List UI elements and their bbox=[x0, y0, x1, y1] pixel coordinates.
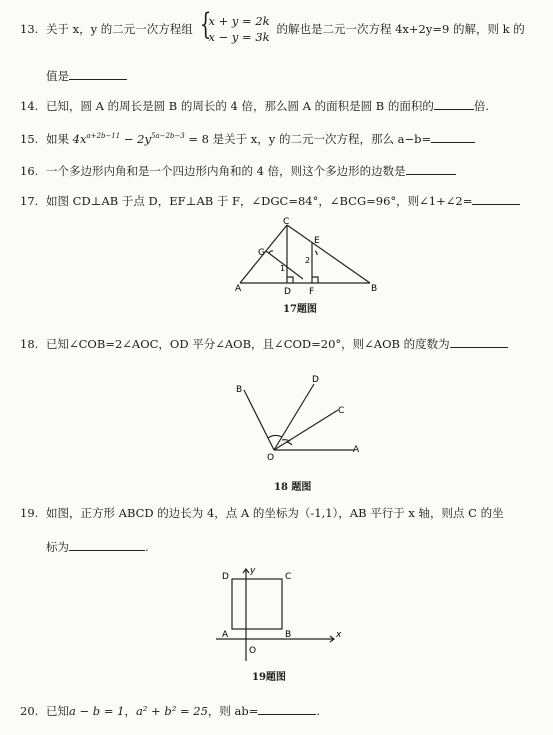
angle-1-label: 1 bbox=[280, 264, 286, 273]
equation-1: a − b = 1 bbox=[69, 704, 125, 718]
label-F: F bbox=[309, 287, 315, 297]
figure-17-caption: 17题图 bbox=[283, 304, 317, 315]
equation-system bbox=[196, 7, 274, 45]
figure-18 bbox=[230, 370, 370, 465]
answer-blank[interactable] bbox=[431, 130, 475, 143]
answer-blank[interactable] bbox=[434, 97, 474, 110]
answer-blank[interactable] bbox=[450, 335, 508, 348]
brace-icon: { bbox=[200, 7, 212, 42]
y-axis-label: y bbox=[250, 566, 256, 576]
question-19-line2: 标为 . bbox=[46, 540, 149, 554]
question-text: 已知 bbox=[46, 704, 69, 718]
label-C: C bbox=[338, 406, 345, 416]
question-text-cont: 的解也是二元一次方程 4x+2y=9 的解，则 k 的 bbox=[276, 22, 525, 36]
figure-19-caption: 19题图 bbox=[252, 672, 286, 683]
question-text: 如图 CD⊥AB 于点 D，EF⊥AB 于 F，∠DGC=84°，∠BCG=96°，则∠1+∠2= bbox=[46, 194, 473, 208]
question-text-cont: ，则 ab= bbox=[207, 704, 259, 718]
question-20: 20. 已知a − b = 1，a² + b² = 25，则 ab= . bbox=[20, 704, 321, 718]
question-13-line2 bbox=[46, 67, 127, 84]
label-C: C bbox=[283, 217, 290, 227]
question-text: 一个多边形内角和是一个四边形内角和的 4 倍，则这个多边形的边数是 bbox=[46, 164, 406, 178]
label-O: O bbox=[249, 646, 257, 656]
label-A: A bbox=[353, 445, 360, 455]
question-14 bbox=[20, 97, 489, 114]
question-number: 13. bbox=[20, 22, 39, 36]
label-D: D bbox=[284, 287, 291, 297]
question-number: 19. bbox=[20, 506, 39, 520]
equation-term: = 8 bbox=[184, 132, 209, 146]
question-number: 20. bbox=[20, 704, 39, 718]
label-D: D bbox=[312, 375, 319, 385]
question-16 bbox=[20, 162, 456, 179]
equation-term: − 2y bbox=[120, 132, 151, 146]
answer-blank[interactable] bbox=[406, 162, 456, 175]
question-text: 值是 bbox=[46, 69, 69, 83]
label-B: B bbox=[236, 385, 243, 395]
label-C: C bbox=[285, 572, 292, 582]
equation-2: x − y = 3k bbox=[208, 30, 270, 44]
exponent: a+2b−11 bbox=[86, 132, 121, 141]
figure-19 bbox=[212, 565, 342, 665]
label-O: O bbox=[267, 453, 275, 463]
question-number: 14. bbox=[20, 99, 39, 113]
question-text: 如图，正方形 ABCD 的边长为 4，点 A 的坐标为（-1,1），AB 平行于 x 轴，则点 C 的坐 bbox=[46, 506, 504, 520]
figure-18-caption: 18 题图 bbox=[274, 482, 312, 493]
question-number: 15. bbox=[20, 132, 39, 146]
label-B: B bbox=[371, 284, 378, 294]
question-19 bbox=[20, 505, 504, 521]
equation-1: x + y = 2k bbox=[208, 14, 270, 28]
exponent: 5a−2b−3 bbox=[150, 132, 185, 141]
question-18 bbox=[20, 335, 508, 352]
question-number: 18. bbox=[20, 337, 39, 351]
question-text-cont: 是关于 x，y 的二元一次方程，那么 a−b= bbox=[212, 132, 432, 146]
question-text: 标为 bbox=[46, 540, 69, 554]
question-text: 关于 x，y 的二元一次方程组 bbox=[46, 22, 193, 36]
question-17 bbox=[20, 192, 520, 209]
question-text: 已知∠COB=2∠AOC，OD 平分∠AOB，且∠COD=20°，则∠AOB 的度数为 bbox=[46, 337, 450, 351]
label-E: E bbox=[314, 236, 320, 246]
question-15 bbox=[20, 130, 475, 147]
answer-blank[interactable] bbox=[472, 192, 520, 205]
separator: ， bbox=[124, 704, 136, 718]
label-D: D bbox=[222, 572, 229, 582]
equation-2: a² + b² = 25 bbox=[135, 704, 208, 718]
answer-blank[interactable] bbox=[69, 538, 145, 551]
angle-2-label: 2 bbox=[305, 256, 311, 265]
question-number: 16. bbox=[20, 164, 39, 178]
question-13 bbox=[20, 7, 525, 45]
answer-blank[interactable] bbox=[69, 67, 127, 80]
question-text: 已知，圆 A 的周长是圆 B 的周长的 4 倍，那么圆 A 的面积是圆 B 的面积的 bbox=[46, 99, 434, 113]
figure-17 bbox=[225, 215, 385, 300]
equation-term: 4x bbox=[72, 132, 87, 146]
question-text: 如果 bbox=[46, 132, 69, 146]
label-G: G bbox=[258, 248, 265, 258]
x-axis-label: x bbox=[336, 630, 342, 640]
answer-blank[interactable] bbox=[258, 702, 316, 715]
label-A: A bbox=[222, 630, 229, 640]
question-tail: 倍. bbox=[473, 99, 490, 113]
label-B: B bbox=[285, 630, 292, 640]
question-number: 17. bbox=[20, 194, 39, 208]
label-A: A bbox=[235, 284, 242, 294]
